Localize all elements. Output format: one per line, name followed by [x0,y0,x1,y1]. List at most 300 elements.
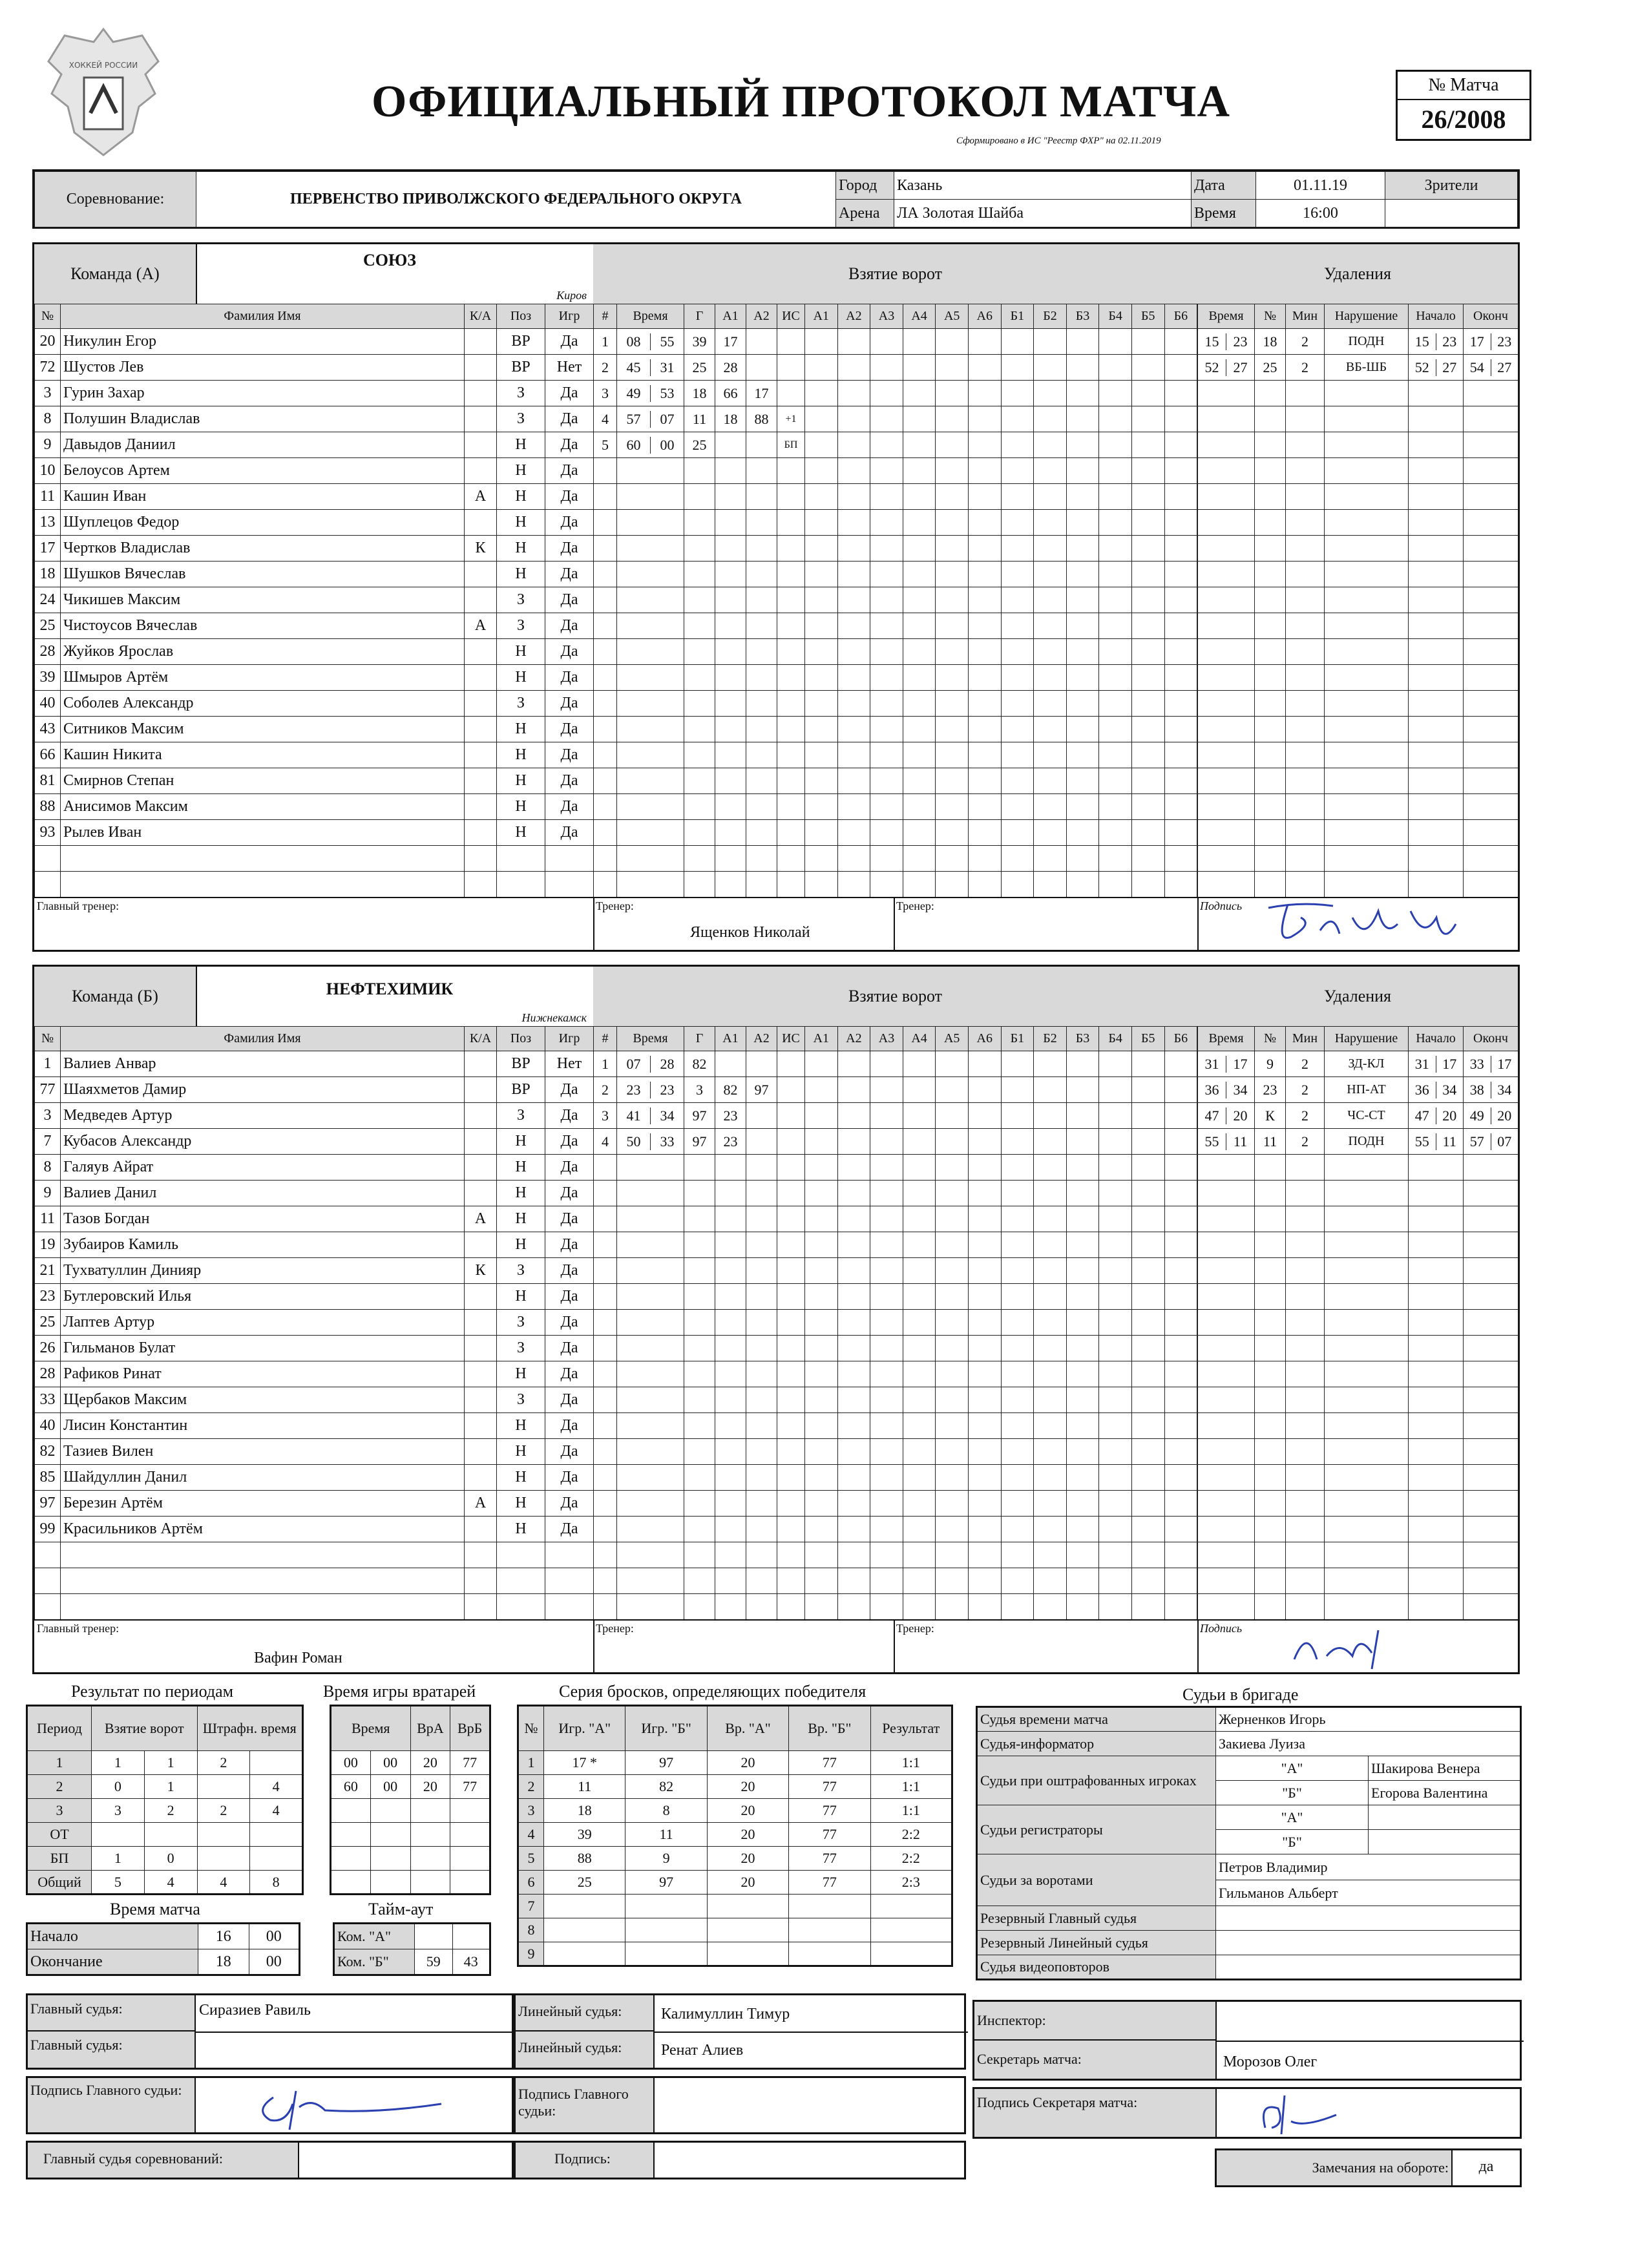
on-ice-cell [1001,510,1034,536]
player-number: 88 [35,794,61,820]
penalty-end [1464,1129,1518,1155]
on-ice-header: А4 [903,304,936,329]
player-number: 82 [35,1439,61,1465]
timeout-b-m: 59 [415,1949,453,1975]
player-position: З [497,381,545,406]
on-ice-cell [1034,1181,1067,1206]
on-ice-cell [1099,406,1132,432]
goal-scorer [684,1517,715,1542]
goal-assist-2 [746,1361,777,1387]
player-name: Кашин Никита [61,742,465,768]
penalty-time-min: 52 [1198,359,1226,376]
player-row [35,536,594,562]
penalty-end [1464,510,1518,536]
on-ice-cell [837,536,870,562]
goal-number [594,1232,617,1258]
on-ice-cell [1001,1310,1034,1336]
goal-row [594,1465,1197,1491]
player-number: 81 [35,768,61,794]
goal-time [617,691,684,717]
on-ice-cell [805,536,838,562]
on-ice-cell [1164,1103,1197,1129]
penalty-end [1464,1387,1518,1413]
penalty-row [1198,1465,1518,1491]
goal-assist-2 [746,1181,777,1206]
on-ice-cell [903,846,936,872]
goalie-time-sec [370,1799,410,1823]
period-goals-a: 3 [92,1799,145,1823]
main-ref-signature-box-2 [514,2076,966,2134]
on-ice-header: А2 [837,1027,870,1051]
player-row [35,768,594,794]
player-played: Да [545,381,594,406]
goal-assist-1 [715,717,746,742]
player-position: Н [497,562,545,587]
on-ice-cell [968,329,1001,355]
goal-assist-2 [746,484,777,510]
shootout-table [517,1705,953,1967]
player-name: Гурин Захар [61,381,465,406]
penalty-minutes [1286,536,1325,562]
line-referees-box [514,1993,966,2070]
on-ice-cell [1164,1568,1197,1594]
goal-time [617,872,684,898]
on-ice-cell [837,1155,870,1181]
line-ref-label-2: Линейный судья: [516,2032,655,2068]
player-position: Н [497,794,545,820]
team-b-header [34,967,594,1027]
on-ice-cell [1164,1542,1197,1568]
penalty-player [1255,691,1286,717]
player-row [35,1077,594,1103]
player-name: Соболев Александр [61,691,465,717]
on-ice-cell [805,355,838,381]
penalty-time [1198,1594,1255,1620]
on-ice-cell [968,1232,1001,1258]
goal-time [617,794,684,820]
on-ice-cell [1034,691,1067,717]
period-goals-a: 5 [92,1871,145,1895]
player-number: 18 [35,562,61,587]
goal-situation [777,665,805,691]
penalty-minutes [1286,742,1325,768]
goal-row [594,768,1197,794]
on-ice-cell [968,1568,1001,1594]
match-number-box [1396,70,1531,141]
goal-number: 3 [594,381,617,406]
pen-start-header: Начало [1409,304,1464,329]
player-position [497,1594,545,1620]
player-position: Н [497,536,545,562]
on-ice-header: А5 [936,1027,969,1051]
player-ka [465,432,497,458]
on-ice-cell [837,1051,870,1077]
goal-number [594,1181,617,1206]
on-ice-cell [968,458,1001,484]
on-ice-header: А5 [936,304,969,329]
on-ice-cell [805,1310,838,1336]
player-name: Давыдов Даниил [61,432,465,458]
period-name: Общий [27,1871,92,1895]
goal-scorer [684,872,715,898]
penalty-violation [1325,742,1409,768]
penalty-end-sec: 27 [1497,359,1512,375]
on-ice-cell [837,665,870,691]
penalty-start [1409,1336,1464,1361]
on-ice-cell [936,1361,969,1387]
penalty-player [1255,1413,1286,1439]
player-row [35,1129,594,1155]
on-ice-cell [1034,1491,1067,1517]
on-ice-cell [805,1336,838,1361]
goalie-time-row [331,1847,490,1871]
on-ice-cell [936,1517,969,1542]
on-ice-cell [968,717,1001,742]
goal-scorer [684,820,715,846]
on-ice-cell [1099,665,1132,691]
goal-assist-1 [715,587,746,613]
goal-row [594,1155,1197,1181]
on-ice-cell [837,1258,870,1284]
on-ice-cell [1001,846,1034,872]
penalty-time [1198,1336,1255,1361]
penalty-end [1464,1284,1518,1310]
on-ice-header: Б1 [1001,304,1034,329]
on-ice-cell [1131,1491,1164,1517]
period-goals-a: 0 [92,1775,145,1799]
pen-time-header: Время [1198,304,1255,329]
on-ice-cell [968,1361,1001,1387]
penalty-violation [1325,406,1409,432]
penalty-end-min: 33 [1464,1056,1491,1073]
line-ref-2: Ренат Алиев [661,2042,744,2059]
goal-row [594,1387,1197,1413]
player-played: Да [545,1439,594,1465]
player-position: З [497,1336,545,1361]
player-name: Анисимов Максим [61,794,465,820]
on-ice-header: Б4 [1099,1027,1132,1051]
team-b-section [32,965,1520,1674]
player-name: Медведев Артур [61,1103,465,1129]
penalty-violation: ПОДН [1325,329,1409,355]
on-ice-cell [1034,613,1067,639]
on-ice-cell [1164,458,1197,484]
match-time-block [26,1922,300,1976]
goalie-time-sec [370,1871,410,1895]
player-position: З [497,1103,545,1129]
on-ice-cell [903,1517,936,1542]
on-ice-cell [870,1155,903,1181]
goal-number: 4 [594,1129,617,1155]
penalty-violation [1325,1206,1409,1232]
player-played: Да [545,1129,594,1155]
on-ice-cell [1034,1206,1067,1232]
penalty-end [1464,536,1518,562]
player-name: Кашин Иван [61,484,465,510]
on-ice-cell [805,717,838,742]
team-a-head-coach-label: Главный тренер: [37,899,120,912]
team-a-roster-table [34,304,594,898]
goal-number [594,794,617,820]
team-a-section [32,242,1520,952]
team-b-city: Нижнекамск [521,1011,587,1024]
shootout-row [518,1871,952,1895]
penalty-violation [1325,458,1409,484]
penalty-start [1409,1439,1464,1465]
goal-number [594,639,617,665]
goal-time [617,613,684,639]
on-ice-cell [1001,820,1034,846]
penalty-violation [1325,381,1409,406]
goal-row [594,587,1197,613]
on-ice-cell [1066,432,1099,458]
player-number: 77 [35,1077,61,1103]
on-ice-cell [968,1129,1001,1155]
period-row [27,1871,303,1895]
on-ice-cell [903,1181,936,1206]
penalty-row [1198,329,1518,355]
on-ice-cell [870,1439,903,1465]
on-ice-cell [805,1129,838,1155]
on-ice-cell [1001,1491,1034,1517]
player-number: 40 [35,691,61,717]
penalty-time [1198,1103,1255,1129]
on-ice-cell [805,562,838,587]
penalty-start [1409,1310,1464,1336]
player-number: 39 [35,665,61,691]
goalie-time-min [331,1799,371,1823]
shootout-row [518,1823,952,1847]
player-row [35,1542,594,1568]
shootout-n-header: № [518,1706,544,1751]
goal-assist-2 [746,1258,777,1284]
player-number: 11 [35,1206,61,1232]
player-row [35,329,594,355]
on-ice-cell [968,1594,1001,1620]
player-ka: А [465,1206,497,1232]
penalty-player [1255,1232,1286,1258]
goalie-time-min [331,1823,371,1847]
penalty-end [1464,1465,1518,1491]
goal-row [594,1129,1197,1155]
player-ka [465,691,497,717]
player-ka [465,458,497,484]
on-ice-cell [968,381,1001,406]
penalty-row [1198,820,1518,846]
goal-assist-1 [715,1491,746,1517]
penalty-row [1198,768,1518,794]
team-a-coach1-label: Тренер: [596,899,634,912]
on-ice-cell [1001,613,1034,639]
period-goals-a: 1 [92,1847,145,1871]
goal-assist-2 [746,510,777,536]
goal-situation [777,562,805,587]
on-ice-cell [1164,691,1197,717]
goal-assist-2 [746,458,777,484]
goal-situation [777,510,805,536]
goal-row [594,406,1197,432]
penalty-judge-a: Шакирова Венера [1369,1756,1521,1781]
goal-row [594,613,1197,639]
competition-info [32,169,1520,229]
main-ref-label-2: Главный судья: [28,2032,196,2068]
penalty-violation: ВБ-ШБ [1325,355,1409,381]
on-ice-cell [1131,742,1164,768]
on-ice-cell [903,768,936,794]
on-ice-cell [1131,510,1164,536]
goal-scorer [684,717,715,742]
penalty-end [1464,406,1518,432]
player-name [61,872,465,898]
goal-assist-1 [715,458,746,484]
penalty-row [1198,1491,1518,1517]
player-ka [465,1129,497,1155]
competition-label: Соревнование: [35,172,196,227]
penalty-end [1464,1232,1518,1258]
on-ice-cell [1034,1413,1067,1439]
shootout-goalie-b [789,1942,870,1966]
on-ice-cell [805,665,838,691]
penalty-time [1198,1232,1255,1258]
match-end-m: 00 [249,1949,300,1975]
on-ice-cell [1001,432,1034,458]
col-pos-header: Поз [497,1027,545,1051]
player-played: Да [545,1491,594,1517]
on-ice-cell [1001,768,1034,794]
goal-number: 4 [594,406,617,432]
goal-number: 5 [594,432,617,458]
goal-scorer [684,1465,715,1491]
penalty-violation [1325,536,1409,562]
player-name: Галяув Айрат [61,1155,465,1181]
player-ka [465,587,497,613]
on-ice-cell [870,1542,903,1568]
player-number [35,846,61,872]
on-ice-cell [968,768,1001,794]
on-ice-cell [805,1594,838,1620]
goal-time [617,1181,684,1206]
shootout-goalie-b: 77 [789,1799,870,1823]
on-ice-cell [1131,1413,1164,1439]
penalty-time-min: 55 [1198,1133,1226,1150]
player-number [35,1594,61,1620]
player-number: 20 [35,329,61,355]
shootout-player-a: 18 [544,1799,625,1823]
shootout-goalie-a: 20 [707,1751,788,1775]
col-name-header: Фамилия Имя [61,1027,465,1051]
on-ice-cell [870,665,903,691]
penalty-end [1464,1413,1518,1439]
on-ice-cell [870,355,903,381]
goal-situation [777,1439,805,1465]
goal-situation [777,639,805,665]
player-name [61,846,465,872]
penalty-time [1198,1155,1255,1181]
penalty-violation [1325,1491,1409,1517]
goal-number [594,1542,617,1568]
goal-row [594,1413,1197,1439]
penalty-row [1198,562,1518,587]
penalty-start [1409,742,1464,768]
on-ice-cell [1034,587,1067,613]
goal-assist-1 [715,1413,746,1439]
player-position: Н [497,1517,545,1542]
on-ice-cell [1001,381,1034,406]
period-goals-header: Взятие ворот [92,1706,198,1751]
shootout-row [518,1942,952,1966]
on-ice-cell [1164,717,1197,742]
player-position: Н [497,1181,545,1206]
on-ice-cell [837,484,870,510]
on-ice-cell [903,1103,936,1129]
player-played: Да [545,768,594,794]
city-value: Казань [894,172,1192,200]
shootout-goalie-a: 20 [707,1799,788,1823]
player-played: Да [545,820,594,846]
goalie-vb-header: ВрБ [450,1706,490,1751]
goalie-b: 77 [450,1751,490,1775]
player-number: 10 [35,458,61,484]
penalty-time [1198,1413,1255,1439]
on-ice-cell [1131,562,1164,587]
on-ice-cell [968,846,1001,872]
period-pim-b [250,1847,303,1871]
timekeeper-label: Судья времени матча [977,1707,1216,1732]
shootout-player-b: 11 [625,1823,707,1847]
goal-number [594,768,617,794]
on-ice-cell [1131,1051,1164,1077]
penalty-time [1198,536,1255,562]
on-ice-cell [903,1594,936,1620]
on-ice-cell [870,1284,903,1310]
goal-time [617,562,684,587]
penalty-minutes [1286,691,1325,717]
secretary-signature [1246,2089,1375,2137]
penalty-minutes: 2 [1286,1077,1325,1103]
on-ice-cell [870,1232,903,1258]
player-position: Н [497,665,545,691]
on-ice-cell [1164,484,1197,510]
on-ice-cell [837,1284,870,1310]
goal-number [594,1517,617,1542]
on-ice-cell [837,820,870,846]
penalty-row [1198,1568,1518,1594]
period-pim-a [197,1847,250,1871]
penalty-time [1198,587,1255,613]
player-played: Да [545,1310,594,1336]
goal-number [594,1568,617,1594]
on-ice-cell [1099,1181,1132,1206]
on-ice-cell [870,1129,903,1155]
on-ice-cell [1099,742,1132,768]
pen-start-header: Начало [1409,1027,1464,1051]
player-number: 19 [35,1232,61,1258]
player-name: Полушин Владислав [61,406,465,432]
on-ice-cell [1164,1181,1197,1206]
shootout-title: Серия бросков, определяющих победителя [559,1682,867,1701]
penalty-minutes [1286,406,1325,432]
pen-time-header: Время [1198,1027,1255,1051]
penalty-time [1198,1284,1255,1310]
on-ice-cell [870,1051,903,1077]
on-ice-cell [1034,355,1067,381]
goal-assist-1 [715,484,746,510]
goal-a2-header: А2 [746,1027,777,1051]
goal-assist-2 [746,432,777,458]
player-name: Красильников Артём [61,1517,465,1542]
penalty-violation [1325,1310,1409,1336]
on-ice-cell [1164,1439,1197,1465]
